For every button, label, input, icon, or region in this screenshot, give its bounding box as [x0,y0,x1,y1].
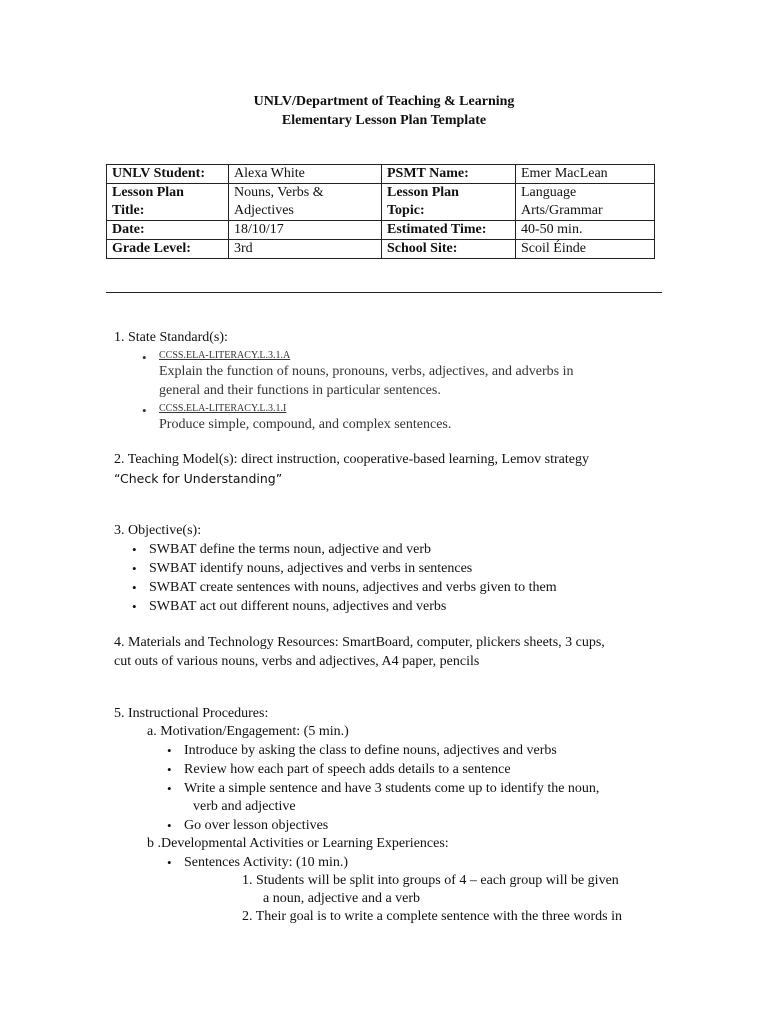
standard-1-text-line2: general and their functions in particular sentences. [159,383,441,398]
motivation-item-3-line2: verb and adjective [193,799,296,814]
grade-level-label: Grade Level: [107,240,229,259]
developmental-item-1: • Sentences Activity: (10 min.) [184,854,348,872]
table-row [107,240,655,259]
lesson-title-value-line2: Adjectives [234,203,294,218]
motivation-item-2: • Review how each part of speech adds details to a sentence [184,761,511,779]
motivation-item-1: • Introduce by asking the class to define nouns, adjectives and verbs [184,742,557,760]
section-procedures-heading: 5. Instructional Procedures: [114,706,269,721]
header-template-title: Elementary Lesson Plan Template [281,113,487,128]
section-objectives-heading: 3. Objective(s): [114,523,202,538]
standard-2-text-line1: Produce simple, compound, and complex sentences. [159,417,452,432]
estimated-time-value: 40-50 min. [516,221,655,240]
standard-link-2[interactable]: • CCSS.ELA-LITERACY.L.3.1.I [159,403,286,414]
motivation-item-4: • Go over lesson objectives [184,817,328,835]
unlv-student-label: UNLV Student: [107,165,229,184]
activity-step-1-line1: 1. Students will be split into groups of 4 – each group will be given [242,873,619,888]
horizontal-divider [106,292,662,293]
motivation-item-3-line1: • Write a simple sentence and have 3 students come up to identify the noun, [184,780,599,798]
standard-link-1[interactable]: • CCSS.ELA-LITERACY.L.3.1.A [159,350,290,361]
objective-item-1: • SWBAT define the terms noun, adjective and verb [149,541,431,559]
lesson-title-label-line2: Title: [112,203,145,218]
objective-item-2: • SWBAT identify nouns, adjectives and verbs in sentences [149,560,472,578]
lesson-topic-value-line2: Arts/Grammar [521,203,603,218]
lesson-topic-label-line1: Lesson Plan [387,185,459,200]
school-site-label: School Site: [382,240,516,259]
lesson-info-table [106,164,655,259]
table-row [107,184,655,221]
table-row [107,165,655,184]
lesson-topic-label [382,184,516,221]
date-value: 18/10/17 [229,221,382,240]
grade-level-value: 3rd [229,240,382,259]
teaching-model-line1: 2. Teaching Model(s): direct instruction, cooperative-based learning, Lemov strategy [114,452,589,467]
section-state-standards-heading: 1. State Standard(s): [114,330,228,345]
table-row [107,221,655,240]
activity-step-1-line2: a noun, adjective and a verb [263,891,421,906]
header-department: UNLV/Department of Teaching & Learning [253,94,515,109]
date-label: Date: [107,221,229,240]
teaching-model-line2: “Check for Understanding” [114,471,283,486]
lesson-title-value-line1: Nouns, Verbs & [234,185,324,200]
motivation-heading: a. Motivation/Engagement: (5 min.) [147,724,349,739]
activity-step-2-line1: 2. Their goal is to write a complete sentence with the three words in [242,909,622,924]
psmt-name-value: Emer MacLean [516,165,655,184]
estimated-time-label: Estimated Time: [382,221,516,240]
lesson-title-label [107,184,229,221]
school-site-value: Scoil Éinde [516,240,655,259]
objective-item-4: • SWBAT act out different nouns, adjectives and verbs [149,598,446,616]
lesson-title-label-line1: Lesson Plan [112,185,184,200]
lesson-title-value [229,184,382,221]
materials-line1: 4. Materials and Technology Resources: SmartBoard, computer, plickers sheets, 3 cups, [114,635,605,650]
materials-line2: cut outs of various nouns, verbs and adjectives, A4 paper, pencils [114,654,480,669]
lesson-topic-value [516,184,655,221]
standard-1-text-line1: Explain the function of nouns, pronouns, verbs, adjectives, and adverbs in [159,364,574,379]
lesson-topic-label-line2: Topic: [387,203,425,218]
unlv-student-value: Alexa White [229,165,382,184]
psmt-name-label: PSMT Name: [382,165,516,184]
lesson-topic-value-line1: Language [521,185,577,200]
developmental-heading: b .Developmental Activities or Learning Experiences: [147,836,449,851]
objective-item-3: • SWBAT create sentences with nouns, adjectives and verbs given to them [149,579,557,597]
